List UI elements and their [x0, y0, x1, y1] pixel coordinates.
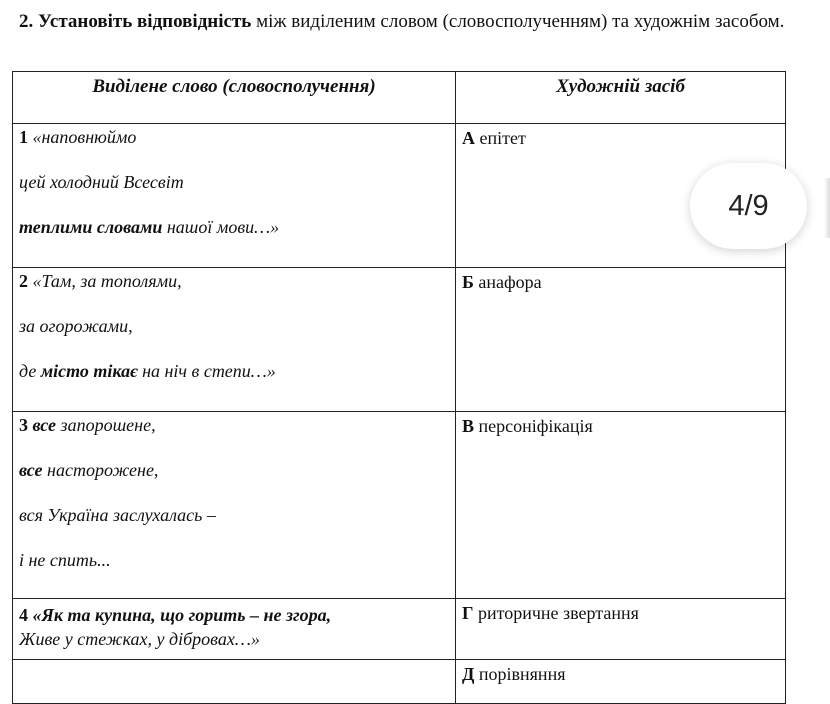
option-text: порівняння — [478, 664, 566, 684]
matching-table — [12, 71, 786, 704]
option-b — [456, 268, 786, 412]
quote-line: 2 «Там, за тополями, — [19, 271, 182, 291]
option-d — [456, 660, 786, 704]
row-5-empty — [13, 660, 456, 704]
quote-line: вся Україна заслухалась – — [19, 505, 216, 525]
option-letter: Г — [462, 603, 474, 623]
quote-line: де місто тікає на ніч в степи…» — [19, 361, 276, 381]
option-letter: Д — [462, 664, 475, 684]
option-text: риторичне звертання — [477, 603, 639, 623]
quote-line: Живе у стежках, у дібровах…» — [19, 629, 260, 649]
header-literary-device: Художній засіб — [456, 72, 786, 124]
quote-line: 3 все запорошене, — [19, 415, 156, 435]
table-row — [13, 124, 786, 268]
task-description: між виділеним словом (словосполученням) та художнім засобом. — [256, 11, 785, 32]
option-v — [456, 412, 786, 599]
task-number: 2. — [19, 11, 34, 32]
header-highlighted-word: Виділене слово (словосполучення) — [13, 72, 456, 124]
quote-line: все насторожене, — [19, 460, 159, 480]
quote-line: 4 «Як та купина, що горить – не згора, — [19, 605, 332, 625]
quote-line: 1 «наповнюймо — [19, 127, 137, 147]
task-title: Установіть відповідність — [38, 11, 252, 32]
task-statement — [19, 10, 809, 33]
table-row — [13, 599, 786, 660]
option-text: епітет — [479, 128, 526, 148]
table-header-row — [13, 72, 786, 124]
row-4-quote — [13, 599, 456, 660]
option-letter: В — [462, 416, 475, 436]
row-2-quote — [13, 268, 456, 412]
option-text: персоніфікація — [478, 416, 593, 436]
row-1-quote — [13, 124, 456, 268]
option-text: анафора — [478, 272, 542, 292]
table-row — [13, 268, 786, 412]
row-3-quote — [13, 412, 456, 599]
quote-line: і не спить... — [19, 550, 111, 570]
quote-line: за огорожами, — [19, 316, 133, 336]
option-g — [456, 599, 786, 660]
table-row — [13, 412, 786, 599]
quote-line: цей холодний Всесвіт — [19, 172, 184, 192]
page-indicator: 4/9 — [690, 163, 807, 249]
option-letter: Б — [462, 272, 474, 292]
option-letter: А — [462, 128, 475, 148]
quote-line: теплими словами нашої мови…» — [19, 217, 280, 237]
side-scroll-handle[interactable] — [824, 178, 830, 238]
table-row — [13, 660, 786, 704]
